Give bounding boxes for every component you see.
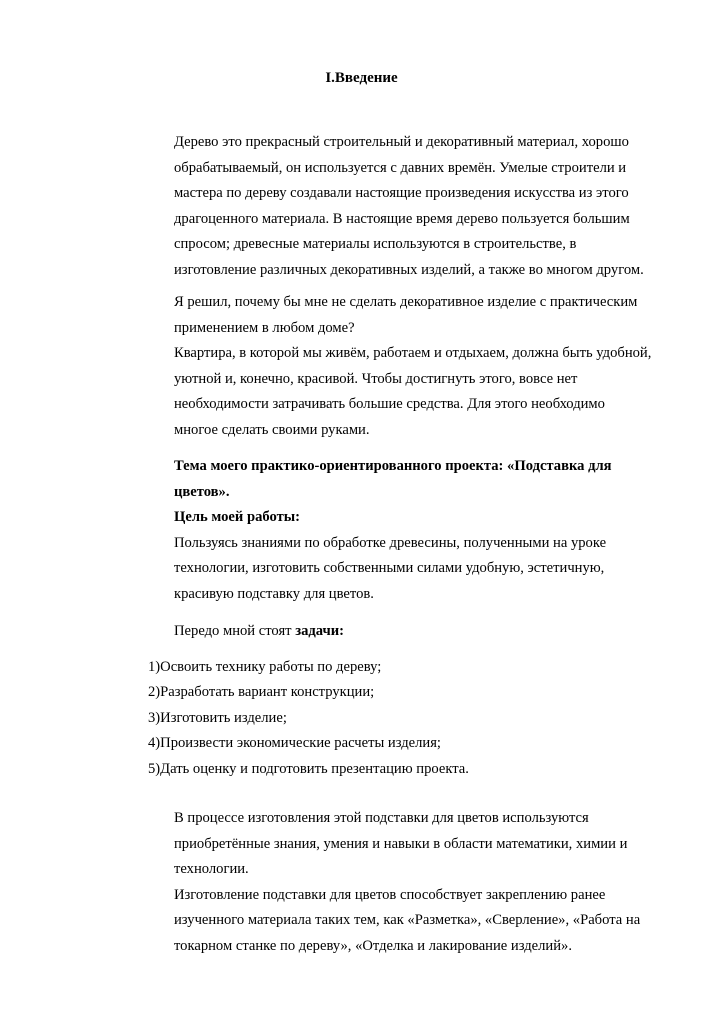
decision-line: многое сделать своими руками. bbox=[174, 421, 370, 438]
closing-line: приобретённые знания, умения и навыки в области математики, химии и bbox=[174, 835, 628, 852]
project-topic-line: цветов». bbox=[174, 483, 230, 500]
intro-line: обрабатываемый, он используется с давних времён. Умелые строители и bbox=[174, 159, 627, 176]
goal-heading: Цель моей работы: bbox=[174, 509, 301, 526]
tasks-intro-line bbox=[174, 619, 674, 645]
decision-line: применением в любом доме? bbox=[174, 319, 355, 336]
goal-text-line: красивую подставку для цветов. bbox=[174, 585, 374, 602]
goal-text-line: технологии, изготовить собственными силами удобную, эстетичную, bbox=[174, 560, 605, 577]
task-item: 1)Освоить технику работы по дереву; bbox=[148, 659, 382, 675]
intro-line: мастера по дереву создавали настоящие произведения искусства из этого bbox=[174, 185, 629, 202]
tasks-word: задачи: bbox=[295, 623, 344, 639]
tasks-intro bbox=[174, 619, 674, 645]
intro-line: драгоценного материала. В настоящие время дерево пользуется большим bbox=[174, 210, 630, 227]
project-topic bbox=[174, 454, 674, 608]
intro-line: Дерево это прекрасный строительный и декоративный материал, хорошо bbox=[174, 134, 629, 150]
closing-line: технологии. bbox=[174, 861, 249, 878]
tasks-intro-text: Передо мной стоят bbox=[174, 623, 296, 639]
tasks-list bbox=[148, 655, 668, 782]
goal-text-line: Пользуясь знаниями по обработке древесины, полученными на уроке bbox=[174, 534, 607, 551]
intro-line: изготовление различных декоративных изделий, а также во многом другом. bbox=[174, 261, 644, 278]
decision-line: необходимости затрачивать большие средства. Для этого необходимо bbox=[174, 396, 605, 413]
decision-paragraph bbox=[174, 290, 674, 444]
decision-line: Я решил, почему бы мне не сделать декоративное изделие с практическим bbox=[174, 294, 638, 310]
task-item: 4)Произвести экономические расчеты изделия; bbox=[148, 735, 441, 752]
decision-line: уютной и, конечно, красивой. Чтобы достигнуть этого, вовсе нет bbox=[174, 370, 578, 387]
intro-paragraph bbox=[174, 130, 674, 284]
project-topic-line: Тема моего практико-ориентированного проекта: «Подставка для bbox=[174, 458, 612, 474]
task-item: 3)Изготовить изделие; bbox=[148, 709, 287, 726]
closing-line: Изготовление подставки для цветов способствует закреплению ранее bbox=[174, 886, 606, 903]
closing-line: В процессе изготовления этой подставки для цветов используются bbox=[174, 810, 589, 826]
section-title: I.Введение bbox=[325, 70, 398, 86]
closing-line: токарном станке по дереву», «Отделка и лакирование изделий». bbox=[174, 937, 572, 954]
decision-line: Квартира, в которой мы живём, работаем и отдыхаем, должна быть удобной, bbox=[174, 345, 652, 362]
task-item: 5)Дать оценку и подготовить презентацию проекта. bbox=[148, 760, 469, 777]
closing-line: изученного материала таких тем, как «Разметка», «Сверление», «Работа на bbox=[174, 912, 641, 929]
closing-paragraph bbox=[174, 806, 674, 960]
intro-line: спросом; древесные материалы используются в строительстве, в bbox=[174, 236, 577, 253]
task-item: 2)Разработать вариант конструкции; bbox=[148, 684, 375, 701]
